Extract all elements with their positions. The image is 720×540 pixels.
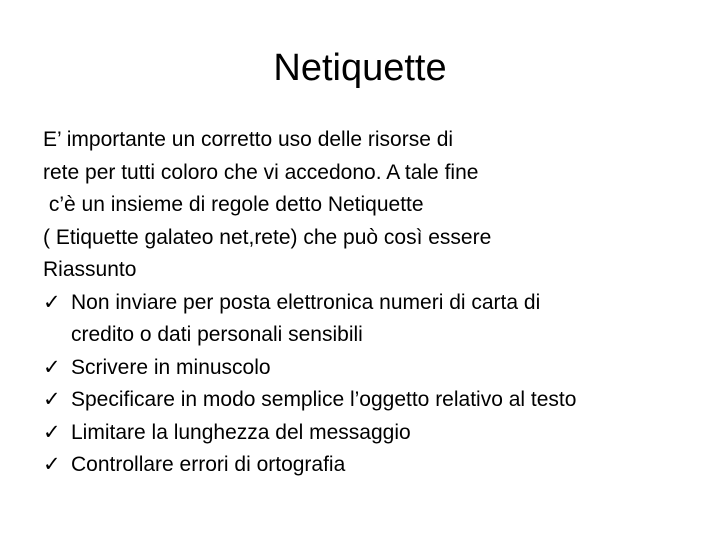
slide-body — [43, 124, 703, 482]
bullet-text — [71, 449, 703, 482]
list-item — [43, 449, 703, 482]
bullet-text — [71, 417, 703, 450]
bullet-text — [71, 287, 703, 352]
checkmark-icon: ✓ — [43, 388, 61, 411]
list-item — [43, 417, 703, 450]
paragraph-line: E’ importante un corretto uso delle risorse di — [43, 128, 454, 151]
paragraph-line: ( Etiquette galateo net,rete) che può così essere — [43, 225, 492, 249]
bullet-text-line: credito o dati personali sensibili — [71, 323, 363, 346]
bullet-text-line: Non inviare per posta elettronica numeri di carta di — [71, 290, 541, 314]
list-item — [43, 287, 703, 352]
checkmark-icon: ✓ — [43, 290, 61, 314]
bullet-list — [43, 287, 703, 482]
paragraph-line: c’è un insieme di regole detto Netiquette — [43, 193, 424, 216]
checkmark-icon: ✓ — [43, 355, 61, 379]
bullet-text-line: Controllare errori di ortografia — [71, 453, 346, 476]
paragraph-line: rete per tutti coloro che vi accedono. A tale fine — [43, 160, 479, 184]
bullet-text-line: Specificare in modo semplice l’oggetto relativo al testo — [71, 388, 577, 411]
slide-title: Netiquette — [273, 47, 447, 89]
paragraph-line: Riassunto — [43, 258, 137, 281]
bullet-text-line: Scrivere in minuscolo — [71, 355, 271, 379]
checkmark-icon: ✓ — [43, 453, 61, 476]
checkmark-icon: ✓ — [43, 420, 61, 444]
list-item — [43, 352, 703, 385]
list-item — [43, 384, 703, 417]
bullet-text — [71, 352, 703, 385]
bullet-text-line: Limitare la lunghezza del messaggio — [71, 420, 411, 444]
bullet-text — [71, 384, 703, 417]
